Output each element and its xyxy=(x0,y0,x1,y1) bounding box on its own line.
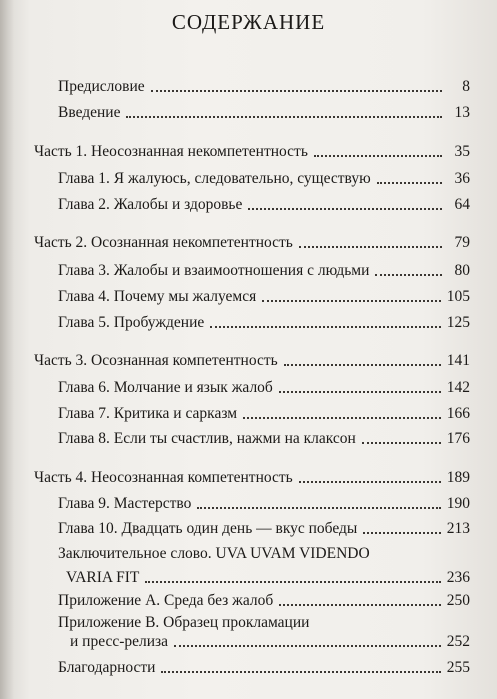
page-gutter-shadow xyxy=(0,0,14,699)
dot-leader xyxy=(363,532,440,534)
toc-page-number: 141 xyxy=(446,352,470,369)
dot-leader xyxy=(210,326,440,328)
dot-leader xyxy=(362,442,441,444)
toc-page-number: 166 xyxy=(446,405,470,422)
toc-entry-label: Введение xyxy=(58,104,121,121)
dot-leader xyxy=(284,364,441,366)
toc-entry-label: Глава 9. Мастерство xyxy=(58,495,192,512)
toc-page-number: 250 xyxy=(446,592,470,609)
toc-entry-label: Глава 2. Жалобы и здоровье xyxy=(58,196,243,213)
dot-leader xyxy=(151,90,442,92)
dot-leader xyxy=(299,246,442,248)
dot-leader xyxy=(299,481,441,483)
toc-entry-chapter-9 xyxy=(58,493,470,515)
toc-entry-chapter-1 xyxy=(58,168,470,190)
toc-entry-label: Приложение А. Среда без жалоб xyxy=(58,592,274,609)
toc-entry-part-4 xyxy=(34,467,470,489)
toc-entry-label: Предисловие xyxy=(58,78,145,95)
dot-leader xyxy=(161,671,440,673)
toc-entry-label: Глава 3. Жалобы и взаимоотношения с людьми xyxy=(58,262,370,279)
toc-entry-label: Часть 1. Неосознанная некомпетентность xyxy=(34,143,308,160)
dot-leader xyxy=(243,417,441,419)
dot-leader xyxy=(248,208,442,210)
toc-entry-part-1 xyxy=(34,141,470,163)
toc-entry-part-2 xyxy=(34,232,470,254)
toc-page-number: 142 xyxy=(446,379,470,396)
dot-leader xyxy=(197,507,440,509)
toc-page-number: 80 xyxy=(454,262,470,279)
toc-page-number: 79 xyxy=(454,234,470,251)
toc-page-number: 189 xyxy=(446,469,470,486)
toc-entry-label: Глава 10. Двадцать один день — вкус победы xyxy=(58,520,358,537)
dot-leader xyxy=(145,581,440,583)
toc-entry-chapter-5 xyxy=(58,312,470,334)
toc-entry-chapter-2 xyxy=(58,194,470,216)
toc-entry-label: Глава 7. Критика и сарказм xyxy=(58,405,238,422)
page-title: СОДЕРЖАНИЕ xyxy=(171,10,326,34)
dot-leader xyxy=(375,274,442,276)
toc-entry-label: Глава 6. Молчание и язык жалоб xyxy=(58,379,273,396)
toc-entry-label: Часть 4. Неосознанная компетентность xyxy=(34,469,293,486)
toc-page-number: 176 xyxy=(446,430,470,447)
dot-leader xyxy=(262,300,441,302)
toc-entry-introduction xyxy=(58,102,470,124)
toc-entry-preface xyxy=(58,76,470,98)
toc-entry-chapter-10 xyxy=(58,518,470,540)
toc-page-number: 236 xyxy=(446,569,470,586)
toc-page-number: 255 xyxy=(446,659,470,676)
toc-entry-label-line-1: Приложение В. Образец прокламации xyxy=(58,614,310,631)
toc-entry-chapter-4 xyxy=(58,286,470,308)
toc-entry-label-line-2: VARIA FIT xyxy=(66,569,140,586)
toc-entry-label: Часть 3. Осознанная компетентность xyxy=(34,352,278,369)
dot-leader xyxy=(377,182,442,184)
toc-entry-label: Глава 5. Пробуждение xyxy=(58,314,205,331)
toc-page-number: 13 xyxy=(454,104,470,121)
toc-entry-label: Глава 8. Если ты счастлив, нажми на клаксон xyxy=(58,430,356,447)
toc-entry-label: Глава 4. Почему мы жалуемся xyxy=(58,288,257,305)
toc-entry-label-line-1: Заключительное слово. UVA UVAM VIDENDO xyxy=(58,545,370,562)
toc-page-number: 252 xyxy=(446,633,470,650)
toc-entry-chapter-7 xyxy=(58,403,470,425)
toc-entry-label: Глава 1. Я жалуюсь, следовательно, существую xyxy=(58,170,371,187)
toc-page-number: 190 xyxy=(446,495,470,512)
toc-page-number: 35 xyxy=(454,143,470,160)
dot-leader xyxy=(174,645,441,647)
toc-entry-chapter-3 xyxy=(58,260,470,282)
toc-page-number: 36 xyxy=(454,170,470,187)
toc-entry-label: Часть 2. Осознанная некомпетентность xyxy=(34,234,293,251)
toc-entry-chapter-8 xyxy=(58,428,470,450)
toc-entry-appendix-a xyxy=(58,590,470,612)
dot-leader xyxy=(314,155,442,157)
toc-page-number: 8 xyxy=(462,78,470,95)
toc-entry-acknowledgements xyxy=(58,657,470,679)
toc-entry-conclusion xyxy=(58,545,470,563)
toc-entry-conclusion-line-2 xyxy=(66,567,470,589)
toc-page-number: 64 xyxy=(454,196,470,213)
toc-page-number: 125 xyxy=(446,314,470,331)
toc-entry-appendix-b xyxy=(58,614,470,632)
toc-entry-chapter-6 xyxy=(58,377,470,399)
toc-entry-appendix-b-line-2 xyxy=(70,631,470,653)
toc-entry-label: Благодарности xyxy=(58,659,156,676)
dot-leader xyxy=(279,391,441,393)
toc-page-number: 213 xyxy=(446,520,470,537)
toc-entry-part-3 xyxy=(34,350,470,372)
toc-entry-label-line-2: и пресс-релиза xyxy=(70,633,169,650)
dot-leader xyxy=(126,116,442,118)
dot-leader xyxy=(279,604,440,606)
toc-page-number: 105 xyxy=(446,288,470,305)
